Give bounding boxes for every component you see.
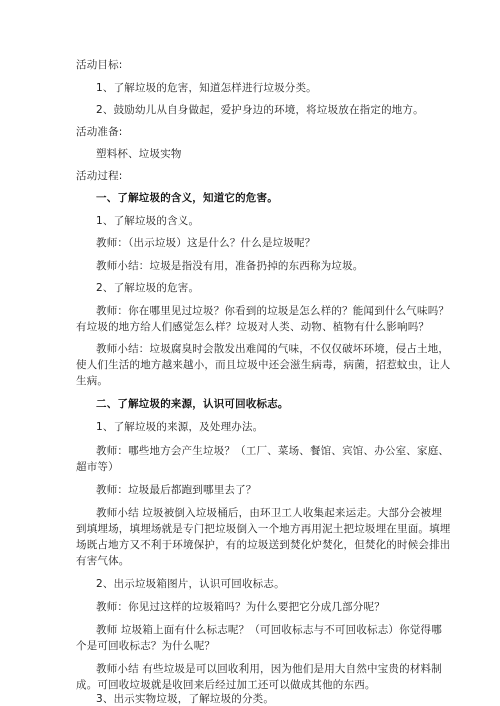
goal-item-1: 1、了解垃圾的危害，知道怎样进行垃圾分类。 xyxy=(96,82,317,94)
s2-summary-1-line-2: 到填埋场，填埋场就是专门把垃圾倒入一个地方再用泥土把垃圾埋在里面。填埋 xyxy=(76,523,451,535)
section-1-title: 一、了解垃圾的含义，知道它的危害。 xyxy=(96,192,278,204)
s2-summary-1-line-1: 教师小结 垃圾被倒入垃圾桶后，由环卫工人收集起来运走。大部分会被埋 xyxy=(96,507,442,519)
s1-summary-2-line-2: 使人们生活的地方越来越小，而且垃圾中还会滋生病毒，病菌，招惹蚊虫，让人 xyxy=(76,359,451,371)
s2-question-4-line-1: 教师 垃圾箱上面有什么标志呢？（可回收标志与不可回收标志）你觉得哪 xyxy=(96,624,442,636)
s2-step-1: 1、了解垃圾的来源，及处理办法。 xyxy=(96,421,264,433)
s1-step-1: 1、了解垃圾的含义。 xyxy=(96,215,200,227)
prep-items: 塑料杯、垃圾实物 xyxy=(96,148,182,160)
s2-question-2: 教师：垃圾最后都跑到哪里去了？ xyxy=(96,484,257,496)
s2-step-2: 2、出示垃圾箱图片，认识可回收标志。 xyxy=(96,578,285,590)
s2-summary-2-line-2: 成。可回收垃圾就是收回来后经过加工还可以做成其他的东西。 xyxy=(76,679,376,691)
s2-question-1-line-2: 超市等） xyxy=(76,461,119,473)
process-heading: 活动过程: xyxy=(76,170,123,182)
s2-step-3: 3、出示实物垃圾，了解垃圾的分类。 xyxy=(96,693,275,705)
s2-question-3: 教师：你见过这样的垃圾箱吗？为什么要把它分成几部分呢？ xyxy=(96,601,385,613)
prep-heading: 活动准备: xyxy=(76,126,123,138)
section-2-title: 二、了解垃圾的来源，认识可回收标志。 xyxy=(96,398,289,410)
goal-item-2: 2、鼓励幼儿从自身做起，爱护身边的环境，将垃圾放在指定的地方。 xyxy=(96,104,424,116)
s1-question-2-line-2: 有垃圾的地方给人们感觉怎么样？垃圾对人类、动物、植物有什么影响吗？ xyxy=(76,321,430,333)
s1-teacher-question: 教师：（出示垃圾）这是什么？什么是垃圾呢？ xyxy=(96,237,316,249)
s2-question-1-line-1: 教师：哪些地方会产生垃圾？（工厂、菜场、餐馆、宾馆、办公室、家庭、 xyxy=(96,445,450,457)
s2-summary-2-line-1: 教师小结 有些垃圾是可以回收利用，因为他们是用大自然中宝贵的材料制 xyxy=(96,663,442,675)
s1-summary-2-line-3: 生病。 xyxy=(76,375,109,387)
s1-step-2: 2、了解垃圾的危害。 xyxy=(96,282,200,294)
s1-summary-2-line-1: 教师小结：垃圾腐臭时会散发出难闻的气味，不仅仅破坏环境，侵占土地， xyxy=(96,343,450,355)
s2-summary-1-line-3: 场既占地方又不利于环境保护，有的垃圾送到焚化炉焚化，但焚化的时候会排出 xyxy=(76,539,451,551)
s1-question-2-line-1: 教师：你在哪里见过垃圾？你看到的垃圾是怎么样的？能闻到什么气味吗？ xyxy=(96,305,450,317)
s1-teacher-summary-1: 教师小结：垃圾是指没有用，准备扔掉的东西称为垃圾。 xyxy=(96,260,364,272)
s2-summary-1-line-4: 有害气体。 xyxy=(76,555,130,567)
s2-question-4-line-2: 个是可回收标志？为什么呢？ xyxy=(76,640,216,652)
goal-heading: 活动目标: xyxy=(76,59,123,71)
